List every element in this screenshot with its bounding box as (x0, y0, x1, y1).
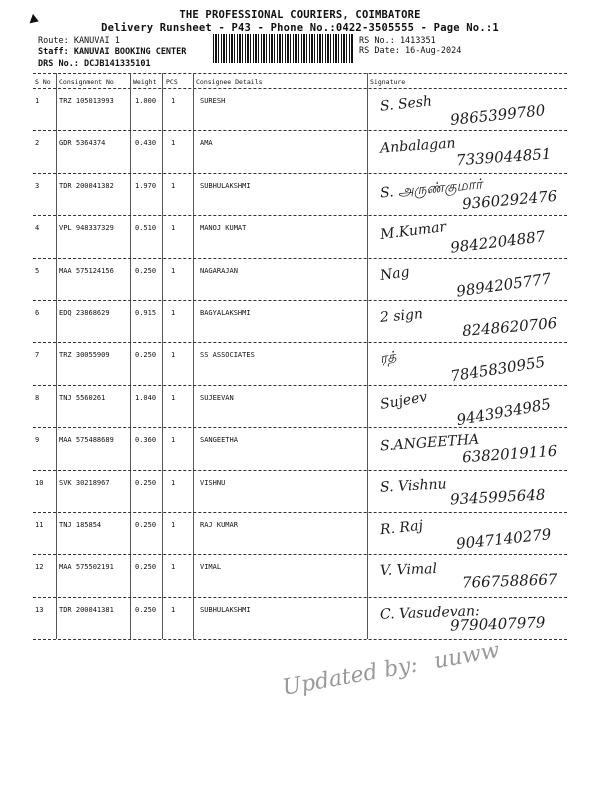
row-signature-phone: 7339044851 (455, 145, 552, 170)
row-sno: 13 (35, 605, 44, 614)
row-signature-phone: 9865399780 (449, 101, 547, 129)
row-consignment-no: EDQ 23868629 (59, 309, 110, 317)
row-consignee: RAJ KUMAR (200, 521, 238, 529)
row-signature-phone: 7845830955 (449, 353, 547, 386)
row-consignment-no: TDR 200041381 (59, 605, 114, 614)
row-sno: 6 (35, 309, 40, 317)
row-weight: 0.250 (135, 563, 157, 572)
table-top-border (33, 73, 567, 74)
runsheet-subtitle: Delivery Runsheet - P43 - Phone No.:0422-3505555 - Page No.:1 (101, 22, 499, 34)
row-sno: 10 (35, 478, 44, 487)
row-divider (33, 342, 567, 343)
row-weight: 0.915 (135, 309, 157, 317)
updated-by-scribble: uuww (432, 638, 502, 675)
row-signature: V. Vimal (379, 561, 438, 580)
row-consignment-no: GDR 5364374 (59, 139, 106, 148)
row-signature: M.Kumar (379, 219, 448, 244)
row-consignee: SANGEETHA (200, 436, 238, 445)
row-pcs: 1 (171, 97, 176, 105)
row-pcs: 1 (171, 139, 176, 148)
row-consignee: NAGARAJAN (200, 266, 238, 275)
row-consignee: SURESH (200, 97, 226, 105)
row-signature-phone: 9790407979 (449, 613, 546, 635)
row-signature-phone: 9842204887 (449, 227, 547, 257)
row-weight: 0.510 (135, 224, 157, 233)
row-weight: 1.040 (135, 393, 157, 402)
row-consignment-no: TRZ 30055909 (59, 351, 110, 360)
row-signature: S. Sesh (379, 93, 433, 115)
row-consignment-no: TNJ 185854 (59, 521, 102, 529)
company-title: THE PROFESSIONAL COURIERS, COIMBATORE (179, 9, 421, 21)
row-consignee: VIMAL (200, 563, 222, 572)
row-signature: C. Vasudevan: (379, 603, 480, 623)
row-weight: 0.360 (135, 436, 157, 445)
row-signature-phone: 8248620706 (461, 313, 559, 341)
row-signature-phone: 9345995648 (449, 485, 546, 509)
row-pcs: 1 (171, 478, 176, 487)
row-signature: R. Raj (379, 517, 424, 539)
row-signature-phone: 7667588667 (461, 570, 558, 593)
row-sno: 11 (35, 521, 44, 529)
row-consignment-no: TRZ 105013993 (59, 97, 114, 105)
row-signature-phone: 9047140279 (455, 525, 553, 553)
row-divider (33, 385, 567, 386)
staff-label: Staff: KANUVAI BOOKING CENTER (38, 47, 187, 57)
row-sno: 8 (35, 393, 40, 402)
row-consignment-no: MAA 575502191 (59, 563, 114, 572)
row-pcs: 1 (171, 521, 176, 529)
row-consignee: MANOJ KUMAT (200, 224, 247, 233)
row-consignment-no: SVK 30218967 (59, 478, 110, 487)
col-header-sno: S No (35, 78, 51, 86)
row-sno: 7 (35, 351, 40, 360)
row-pcs: 1 (171, 181, 176, 190)
row-pcs: 1 (171, 224, 176, 233)
row-consignment-no: TDR 200041382 (59, 181, 114, 190)
row-sno: 2 (35, 139, 40, 148)
col-header-consignment: Consignment No (59, 78, 114, 86)
row-divider (33, 597, 567, 598)
col-header-weight: Weight (133, 78, 157, 86)
row-consignee: AMA (200, 139, 213, 148)
row-pcs: 1 (171, 436, 176, 445)
row-consignee: SUBHULAKSHMI (200, 605, 251, 614)
row-sno: 3 (35, 181, 40, 190)
row-divider (33, 427, 567, 428)
row-divider (33, 130, 567, 131)
row-pcs: 1 (171, 266, 176, 275)
row-sno: 4 (35, 224, 40, 233)
row-sno: 1 (35, 97, 40, 105)
col-header-pcs: PCS (166, 78, 178, 86)
row-signature: S.ANGEETHA (379, 431, 480, 455)
row-divider (33, 470, 567, 471)
row-consignment-no: MAA 575488689 (59, 436, 114, 445)
row-signature: S. அருண்குமார் (379, 176, 484, 202)
header-bottom-border (33, 88, 567, 89)
row-consignee: SUJEEVAN (200, 393, 234, 402)
row-signature: ரத் (378, 349, 398, 368)
rs-number: RS No.: 1413351 (359, 36, 436, 46)
row-consignment-no: VPL 948337329 (59, 224, 114, 233)
row-pcs: 1 (171, 309, 176, 317)
route-label: Route: KANUVAI 1 (38, 36, 120, 46)
row-signature-phone: 6382019116 (461, 441, 558, 467)
row-consignment-no: MAA 575124156 (59, 266, 114, 275)
row-divider (33, 173, 567, 174)
row-consignee: SUBHULAKSHMI (200, 181, 251, 190)
row-weight: 1.970 (135, 181, 157, 190)
row-signature: S. Vishnu (379, 475, 447, 496)
row-weight: 0.250 (135, 605, 157, 614)
row-signature: Nag (379, 263, 411, 284)
barcode (213, 34, 353, 63)
row-signature: 2 sign (379, 306, 424, 326)
row-divider (33, 512, 567, 513)
col-header-signature: Signature (370, 78, 406, 86)
updated-by-label: Updated by: (280, 652, 420, 701)
row-consignee: BAGYALAKSHMI (200, 309, 251, 317)
drs-number: DRS No.: DCJB141335101 (38, 59, 151, 69)
row-consignment-no: TNJ 5560261 (59, 393, 106, 402)
rs-date: RS Date: 16-Aug-2024 (359, 46, 462, 56)
row-consignee: VISHNU (200, 478, 226, 487)
row-divider (33, 258, 567, 259)
row-sno: 9 (35, 436, 40, 445)
row-sno: 12 (35, 563, 44, 572)
row-pcs: 1 (171, 351, 176, 360)
updated-by-note (281, 638, 502, 701)
row-divider (33, 554, 567, 555)
row-pcs: 1 (171, 605, 176, 614)
row-divider (33, 215, 567, 216)
row-consignee: SS ASSOCIATES (200, 351, 255, 360)
col-header-consignee: Consignee Details (196, 78, 263, 86)
row-pcs: 1 (171, 563, 176, 572)
row-signature: Anbalagan (379, 135, 457, 158)
row-sno: 5 (35, 266, 40, 275)
row-weight: 0.250 (135, 266, 157, 275)
row-pcs: 1 (171, 393, 176, 402)
row-weight: 0.250 (135, 351, 157, 360)
row-weight: 0.250 (135, 478, 157, 487)
row-signature-phone: 9443934985 (455, 394, 553, 429)
row-signature: Sujeev (378, 388, 429, 413)
row-signature-phone: 9360292476 (461, 186, 559, 213)
row-weight: 0.250 (135, 521, 157, 529)
row-weight: 1.000 (135, 97, 157, 105)
row-divider (33, 300, 567, 301)
row-signature-phone: 9894205777 (455, 269, 553, 301)
row-weight: 0.430 (135, 139, 157, 148)
